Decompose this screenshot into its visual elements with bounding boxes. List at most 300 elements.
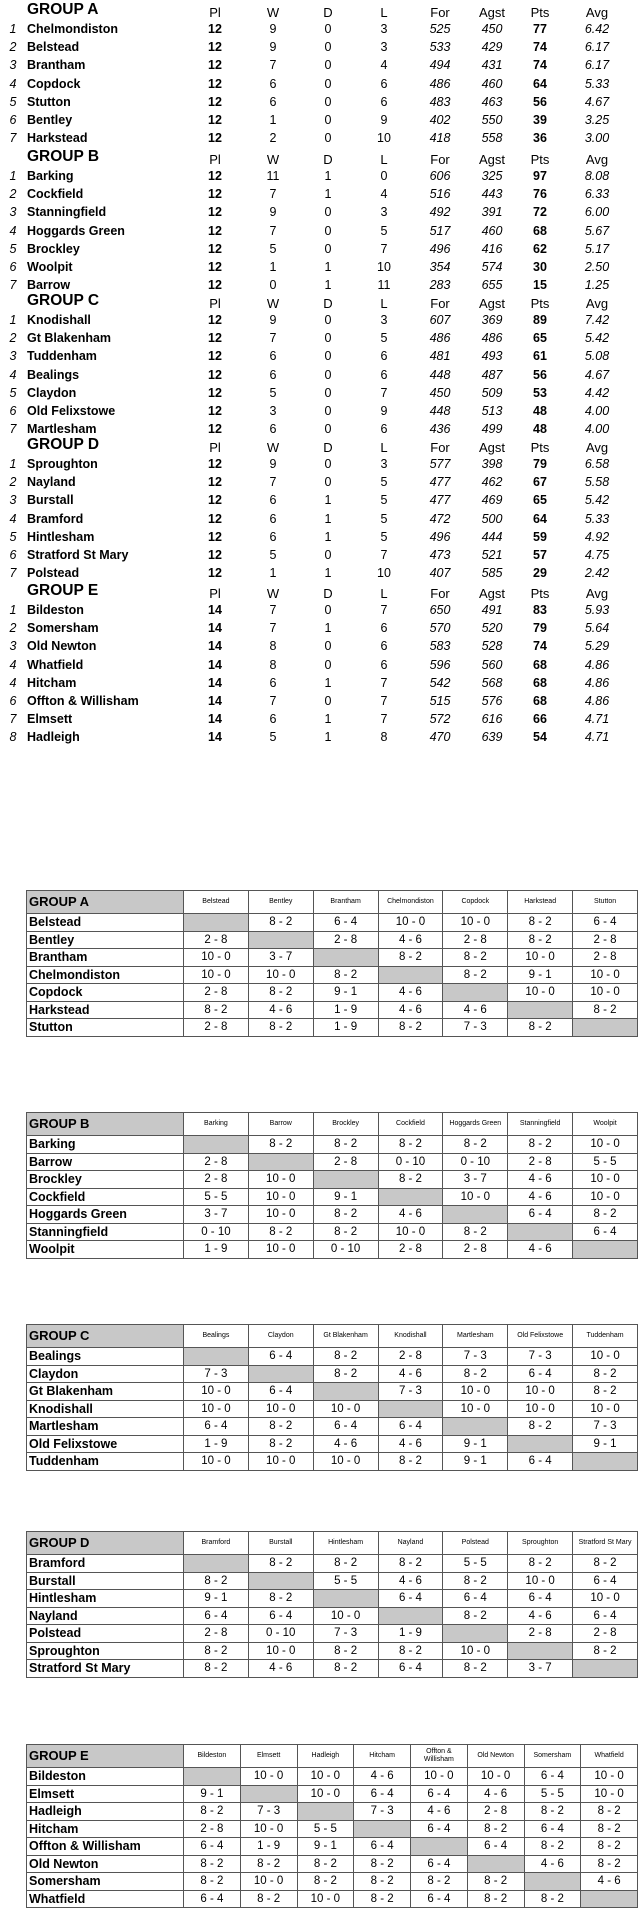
grid-cell-score: 10 - 0 — [443, 1400, 508, 1418]
grid-cell-score: 2 - 8 — [573, 949, 638, 967]
grid-column-header: Brockley — [313, 1113, 378, 1136]
stat-w: 7 — [269, 621, 277, 636]
grid-cell-score: 8 - 2 — [443, 949, 508, 967]
stat-for: 486 — [429, 331, 451, 346]
grid-cell-score: 6 - 4 — [184, 1418, 249, 1436]
standings-row — [0, 329, 641, 347]
stat-d: 0 — [324, 385, 332, 400]
team-name: Elmsett — [27, 712, 73, 727]
team-name: Chelmondiston — [27, 22, 118, 36]
standings-row — [0, 491, 641, 509]
grid-column-header: Barrow — [248, 1113, 313, 1136]
grid-column-header: Old Newton — [467, 1745, 524, 1768]
column-header-for: For — [430, 440, 450, 455]
stat-agst: 639 — [481, 730, 503, 745]
position: 5 — [9, 241, 17, 256]
stat-for: 448 — [429, 403, 451, 418]
grid-row-team: Claydon — [27, 1365, 184, 1383]
grid-column-header: Bealings — [184, 1325, 249, 1348]
grid-cell-empty — [573, 1019, 638, 1037]
stat-avg: 2.50 — [584, 259, 610, 274]
grid-cell-score: 0 - 10 — [248, 1625, 313, 1643]
grid-cell-score: 10 - 0 — [378, 914, 443, 932]
grid-cell-score: 4 - 6 — [508, 1188, 573, 1206]
standings-header — [0, 0, 641, 20]
stat-avg: 6.17 — [584, 40, 610, 55]
column-header-d: D — [323, 296, 333, 311]
grid-row-team: Whatfield — [27, 1890, 184, 1908]
stat-l: 6 — [380, 639, 388, 654]
stat-avg: 4.67 — [584, 94, 610, 109]
grid-cell-score: 2 - 8 — [184, 1625, 249, 1643]
grid-cell-score: 10 - 0 — [508, 949, 573, 967]
stat-for: 525 — [429, 22, 451, 36]
grid-column-header: Hoggards Green — [443, 1113, 508, 1136]
team-name: Hoggards Green — [27, 223, 125, 238]
grid-column-header: Stanningfield — [508, 1113, 573, 1136]
standings-row — [0, 728, 641, 746]
stat-pl: 12 — [208, 58, 222, 73]
stat-pts: 97 — [533, 169, 547, 183]
stat-avg: 4.86 — [584, 675, 610, 690]
stat-d: 0 — [324, 547, 332, 562]
position: 1 — [9, 313, 17, 327]
grid-column-header: Barking — [184, 1113, 249, 1136]
stat-for: 515 — [429, 693, 451, 708]
stat-avg: 5.64 — [584, 621, 610, 636]
grid-cell-empty — [248, 1153, 313, 1171]
stat-agst: 460 — [481, 223, 503, 238]
grid-cell-score: 10 - 0 — [508, 1383, 573, 1401]
position: 3 — [9, 349, 17, 364]
grid-cell-score: 10 - 0 — [184, 966, 249, 984]
position: 4 — [9, 76, 17, 91]
position: 7 — [9, 566, 17, 581]
stat-pts: 65 — [533, 331, 547, 346]
grid-title: GROUP C — [27, 1325, 184, 1348]
grid-row-team: Tuddenham — [27, 1453, 184, 1471]
stat-w: 7 — [269, 693, 277, 708]
stat-pts: 67 — [533, 475, 547, 490]
stat-d: 0 — [324, 313, 332, 327]
team-name: Hadleigh — [27, 730, 80, 745]
stat-pl: 12 — [208, 131, 222, 146]
grid-row-team: Barrow — [27, 1153, 184, 1171]
grid-row-team: Bildeston — [27, 1768, 184, 1786]
grid-cell-score: 6 - 4 — [411, 1820, 468, 1838]
standings-row — [0, 347, 641, 365]
stat-l: 6 — [380, 621, 388, 636]
standings-header — [0, 291, 641, 311]
column-header-l: L — [380, 296, 388, 311]
grid-column-header: Claydon — [248, 1325, 313, 1348]
stat-l: 7 — [380, 385, 388, 400]
stat-for: 470 — [429, 730, 451, 745]
grid-cell-score: 4 - 6 — [508, 1241, 573, 1259]
stat-d: 0 — [324, 475, 332, 490]
stat-agst: 513 — [481, 403, 503, 418]
grid-cell-score: 0 - 10 — [184, 1223, 249, 1241]
grid-cell-score: 8 - 2 — [354, 1855, 411, 1873]
grid-cell-score: 8 - 2 — [508, 1418, 573, 1436]
grid-cell-score: 6 - 4 — [354, 1838, 411, 1856]
grid-cell-score: 1 - 9 — [378, 1625, 443, 1643]
stat-pl: 14 — [208, 693, 222, 708]
grid-cell-score: 2 - 8 — [313, 931, 378, 949]
results-grid — [26, 1324, 638, 1471]
grid-cell-score: 4 - 6 — [378, 1206, 443, 1224]
table-row — [27, 949, 638, 967]
stat-agst: 521 — [481, 547, 503, 562]
grid-column-header: Sproughton — [508, 1532, 573, 1555]
column-header-agst: Agst — [478, 152, 505, 167]
grid-cell-empty — [378, 1607, 443, 1625]
table-row — [27, 1019, 638, 1037]
stat-for: 542 — [429, 675, 451, 690]
grid-column-header: Old Felixstowe — [508, 1325, 573, 1348]
stat-d: 1 — [324, 259, 332, 274]
grid-cell-score: 8 - 2 — [313, 1660, 378, 1678]
grid-cell-empty — [443, 1418, 508, 1436]
stat-l: 3 — [380, 457, 388, 471]
table-row — [27, 966, 638, 984]
grid-row-team: Nayland — [27, 1607, 184, 1625]
stat-w: 7 — [269, 223, 277, 238]
stat-pl: 12 — [208, 169, 222, 183]
grid-cell-score: 6 - 4 — [378, 1418, 443, 1436]
stat-l: 7 — [380, 712, 388, 727]
stat-avg: 4.42 — [584, 385, 610, 400]
stat-w: 6 — [269, 675, 277, 690]
grid-cell-score: 2 - 8 — [378, 1348, 443, 1366]
table-row — [27, 1555, 638, 1573]
stat-d: 1 — [324, 730, 332, 745]
grid-cell-score: 10 - 0 — [467, 1768, 524, 1786]
stat-l: 5 — [380, 493, 388, 508]
stat-pts: 39 — [533, 112, 547, 127]
stat-agst: 576 — [481, 693, 503, 708]
grid-cell-score: 8 - 2 — [297, 1855, 354, 1873]
grid-cell-score: 2 - 8 — [184, 984, 249, 1002]
table-row — [27, 1642, 638, 1660]
grid-cell-score: 10 - 0 — [573, 1348, 638, 1366]
stat-agst: 391 — [481, 205, 503, 220]
position: 1 — [9, 22, 17, 36]
stat-agst: 444 — [481, 529, 503, 544]
stat-d: 0 — [324, 693, 332, 708]
stat-pl: 12 — [208, 22, 222, 36]
grid-cell-score: 6 - 4 — [313, 914, 378, 932]
grid-cell-score: 8 - 2 — [240, 1855, 297, 1873]
stat-pl: 14 — [208, 603, 222, 617]
stat-d: 0 — [324, 58, 332, 73]
stat-agst: 558 — [481, 131, 503, 146]
stat-w: 7 — [269, 603, 277, 617]
column-header-l: L — [380, 440, 388, 455]
stat-w: 8 — [269, 639, 277, 654]
stat-w: 9 — [269, 40, 277, 55]
table-row — [27, 931, 638, 949]
position: 4 — [9, 367, 17, 382]
grid-cell-score: 10 - 0 — [411, 1768, 468, 1786]
stat-agst: 500 — [481, 511, 503, 526]
stat-for: 596 — [429, 657, 451, 672]
stat-d: 0 — [324, 603, 332, 617]
stat-w: 7 — [269, 187, 277, 202]
stat-pts: 68 — [533, 223, 547, 238]
grid-cell-score: 4 - 6 — [313, 1435, 378, 1453]
grid-cell-score: 4 - 6 — [411, 1803, 468, 1821]
position: 1 — [9, 457, 17, 471]
grid-cell-score: 4 - 6 — [248, 1660, 313, 1678]
position: 6 — [9, 693, 17, 708]
standings-row — [0, 674, 641, 692]
standings-row — [0, 564, 641, 582]
position: 6 — [9, 112, 17, 127]
standings-row — [0, 129, 641, 147]
stat-l: 9 — [380, 112, 388, 127]
position: 3 — [9, 205, 17, 220]
grid-cell-score: 10 - 0 — [248, 1453, 313, 1471]
position: 3 — [9, 493, 17, 508]
stat-l: 6 — [380, 349, 388, 364]
stat-w: 9 — [269, 22, 277, 36]
position: 5 — [9, 529, 17, 544]
team-name: Stanningfield — [27, 205, 107, 220]
stat-for: 448 — [429, 367, 451, 382]
grid-cell-score: 8 - 2 — [313, 1136, 378, 1154]
grid-cell-score: 2 - 8 — [184, 931, 249, 949]
grid-cell-score: 8 - 2 — [248, 1555, 313, 1573]
grid-cell-score: 6 - 4 — [573, 914, 638, 932]
grid-cell-empty — [508, 1642, 573, 1660]
grid-cell-score: 8 - 2 — [184, 1803, 241, 1821]
grid-cell-score: 8 - 2 — [581, 1820, 638, 1838]
table-row — [27, 1001, 638, 1019]
grid-row-team: Barking — [27, 1136, 184, 1154]
grid-cell-score: 10 - 0 — [573, 1136, 638, 1154]
stat-pts: 59 — [533, 529, 547, 544]
grid-cell-score: 6 - 4 — [573, 1572, 638, 1590]
stat-l: 7 — [380, 547, 388, 562]
grid-cell-score: 6 - 4 — [248, 1607, 313, 1625]
grid-cell-score: 9 - 1 — [508, 966, 573, 984]
stat-pl: 12 — [208, 493, 222, 508]
stat-pl: 14 — [208, 621, 222, 636]
grid-cell-score: 8 - 2 — [378, 1019, 443, 1037]
stat-agst: 568 — [481, 675, 503, 690]
stat-avg: 6.42 — [584, 22, 610, 36]
grid-column-header: Bildeston — [184, 1745, 241, 1768]
stat-avg: 5.67 — [584, 223, 610, 238]
table-row — [27, 914, 638, 932]
table-row — [27, 1206, 638, 1224]
stat-for: 283 — [429, 278, 451, 293]
team-name: Polstead — [27, 566, 80, 581]
stat-l: 3 — [380, 205, 388, 220]
grid-cell-score: 2 - 8 — [573, 931, 638, 949]
table-row — [27, 1383, 638, 1401]
grid-column-header: Nayland — [378, 1532, 443, 1555]
stat-avg: 5.42 — [584, 493, 610, 508]
stat-pl: 12 — [208, 511, 222, 526]
grid-cell-score: 6 - 4 — [508, 1206, 573, 1224]
stat-w: 9 — [269, 205, 277, 220]
table-row — [27, 1572, 638, 1590]
grid-column-header: Martlesham — [443, 1325, 508, 1348]
stat-l: 9 — [380, 403, 388, 418]
stat-l: 10 — [377, 259, 391, 274]
standings-row — [0, 619, 641, 637]
stat-w: 6 — [269, 529, 277, 544]
grid-cell-score: 10 - 0 — [313, 1453, 378, 1471]
grid-cell-score: 8 - 2 — [467, 1820, 524, 1838]
grid-cell-score: 2 - 8 — [508, 1625, 573, 1643]
stat-pts: 89 — [533, 313, 547, 327]
results-grid — [26, 890, 638, 1037]
grid-cell-score: 4 - 6 — [443, 1001, 508, 1019]
grid-cell-empty — [524, 1873, 581, 1891]
standings-group — [0, 291, 641, 438]
grid-cell-score: 10 - 0 — [313, 1607, 378, 1625]
stat-d: 1 — [324, 493, 332, 508]
grid-column-header: Whatfield — [581, 1745, 638, 1768]
grid-column-header: Elmsett — [240, 1745, 297, 1768]
stat-agst: 491 — [481, 603, 503, 617]
stat-d: 1 — [324, 621, 332, 636]
grid-cell-score: 10 - 0 — [508, 1400, 573, 1418]
grid-cell-score: 6 - 4 — [524, 1820, 581, 1838]
grid-cell-score: 10 - 0 — [248, 1642, 313, 1660]
position: 4 — [9, 657, 17, 672]
grid-cell-score: 8 - 2 — [524, 1838, 581, 1856]
grid-cell-score: 8 - 2 — [184, 1001, 249, 1019]
stat-l: 7 — [380, 241, 388, 256]
grid-row-team: Hitcham — [27, 1820, 184, 1838]
grid-cell-score: 10 - 0 — [297, 1785, 354, 1803]
grid-cell-score: 8 - 2 — [573, 1642, 638, 1660]
column-header-w: W — [266, 152, 280, 167]
grid-cell-empty — [508, 1435, 573, 1453]
grid-cell-empty — [248, 1365, 313, 1383]
grid-cell-score: 1 - 9 — [184, 1435, 249, 1453]
stat-agst: 486 — [481, 331, 503, 346]
stat-l: 6 — [380, 367, 388, 382]
standings-row — [0, 111, 641, 129]
standings-row — [0, 38, 641, 56]
stat-pts: 64 — [533, 76, 547, 91]
stat-pts: 64 — [533, 511, 547, 526]
team-name: Bealings — [27, 367, 80, 382]
grid-cell-score: 4 - 6 — [378, 1572, 443, 1590]
grid-row-team: Knodishall — [27, 1400, 184, 1418]
grid-cell-score: 8 - 2 — [297, 1873, 354, 1891]
grid-cell-score: 4 - 6 — [354, 1768, 411, 1786]
grid-cell-score: 9 - 1 — [443, 1435, 508, 1453]
table-row — [27, 1607, 638, 1625]
stat-agst: 463 — [481, 94, 503, 109]
grid-row-team: Hoggards Green — [27, 1206, 184, 1224]
stat-avg: 5.29 — [584, 639, 610, 654]
stat-d: 0 — [324, 367, 332, 382]
position: 5 — [9, 385, 17, 400]
grid-cell-score: 10 - 0 — [581, 1768, 638, 1786]
stat-pts: 83 — [533, 603, 547, 617]
grid-cell-score: 6 - 4 — [411, 1855, 468, 1873]
table-row — [27, 1241, 638, 1259]
position: 6 — [9, 259, 17, 274]
grid-cell-score: 8 - 2 — [573, 1555, 638, 1573]
stat-w: 6 — [269, 712, 277, 727]
column-header-avg: Avg — [585, 152, 609, 167]
grid-cell-empty — [467, 1855, 524, 1873]
grid-cell-score: 10 - 0 — [240, 1768, 297, 1786]
grid-column-header: Tuddenham — [573, 1325, 638, 1348]
table-row — [27, 1171, 638, 1189]
standings-header — [0, 581, 641, 601]
stat-pl: 12 — [208, 403, 222, 418]
grid-column-header: Knodishall — [378, 1325, 443, 1348]
stat-w: 5 — [269, 385, 277, 400]
grid-cell-score: 8 - 2 — [248, 1435, 313, 1453]
stat-pl: 12 — [208, 313, 222, 327]
column-header-l: L — [380, 152, 388, 167]
grid-cell-empty — [508, 1223, 573, 1241]
stat-agst: 585 — [481, 566, 503, 581]
grid-row-team: Bramford — [27, 1555, 184, 1573]
stat-pts: 36 — [533, 131, 547, 146]
stat-w: 6 — [269, 76, 277, 91]
column-header-pts: Pts — [530, 440, 550, 455]
grid-cell-score: 9 - 1 — [313, 1188, 378, 1206]
stat-l: 6 — [380, 94, 388, 109]
grid-cell-empty — [313, 1383, 378, 1401]
stat-for: 418 — [429, 131, 451, 146]
grid-title: GROUP D — [27, 1532, 184, 1555]
grid-cell-score: 8 - 2 — [443, 1572, 508, 1590]
grid-cell-score: 6 - 4 — [508, 1453, 573, 1471]
stat-pl: 12 — [208, 422, 222, 437]
stat-avg: 4.86 — [584, 693, 610, 708]
grid-column-header: Chelmondiston — [378, 891, 443, 914]
column-header-w: W — [266, 5, 280, 20]
grid-cell-empty — [313, 949, 378, 967]
stat-avg: 4.00 — [584, 422, 610, 437]
grid-cell-score: 8 - 2 — [508, 931, 573, 949]
stat-l: 3 — [380, 22, 388, 36]
team-name: Bildeston — [27, 603, 84, 617]
stat-for: 496 — [429, 529, 451, 544]
grid-cell-score: 4 - 6 — [378, 1001, 443, 1019]
table-row — [27, 1136, 638, 1154]
group-title: GROUP D — [27, 436, 100, 453]
stat-avg: 3.25 — [584, 112, 610, 127]
standings-row — [0, 75, 641, 93]
grid-cell-score: 8 - 2 — [313, 966, 378, 984]
stat-l: 7 — [380, 603, 388, 617]
table-row — [27, 1418, 638, 1436]
standings-group — [0, 435, 641, 582]
team-name: Tuddenham — [27, 349, 97, 364]
grid-cell-empty — [573, 1660, 638, 1678]
stat-pts: 68 — [533, 657, 547, 672]
column-header-pts: Pts — [530, 5, 550, 20]
grid-cell-score: 10 - 0 — [184, 1383, 249, 1401]
stat-d: 0 — [324, 457, 332, 471]
grid-cell-score: 7 - 3 — [313, 1625, 378, 1643]
grid-cell-empty — [581, 1890, 638, 1908]
grid-cell-score: 7 - 3 — [240, 1803, 297, 1821]
